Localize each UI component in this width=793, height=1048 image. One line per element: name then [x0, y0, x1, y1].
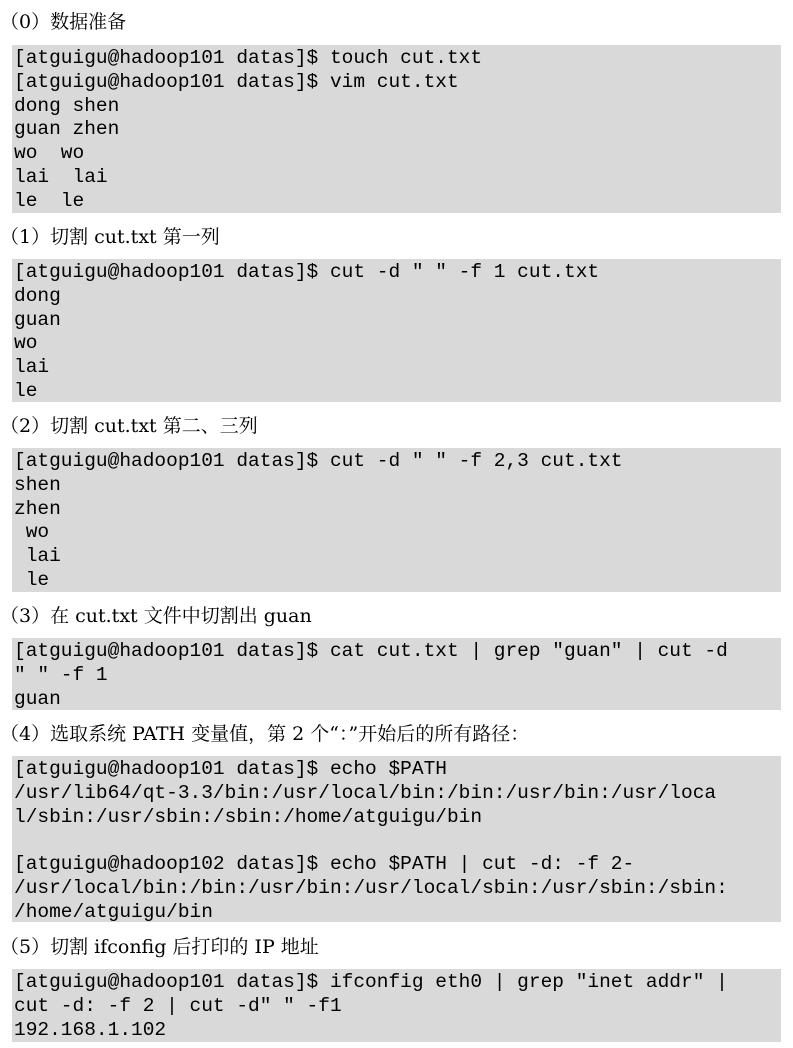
code-line: guan [14, 308, 61, 331]
code-line: " " -f 1 [14, 663, 108, 686]
section-4-code-block [12, 756, 781, 922]
code-line: /usr/local/bin:/bin:/usr/bin:/usr/local/sbin:/usr/sbin:/sbin: [14, 876, 728, 899]
code-line: dong shen [14, 94, 120, 117]
section-1-code-block [12, 259, 781, 402]
code-line: lai lai [14, 165, 108, 188]
code-line: dong [14, 284, 61, 307]
code-line: /usr/lib64/qt-3.3/bin:/usr/local/bin:/bin:/usr/bin:/usr/loca [14, 781, 717, 804]
section-3-heading: （3）在 cut.txt 文件中切割出 guan [0, 605, 312, 627]
section-4-heading: （4）选取系统 PATH 变量值，第 2 个“：”开始后的所有路径： [0, 723, 530, 745]
code-line: lai [14, 545, 61, 568]
code-line: wo wo [14, 142, 85, 165]
code-line: [atguigu@hadoop101 datas]$ touch cut.txt [14, 47, 483, 69]
section-5-code-block [12, 969, 781, 1042]
code-line: guan [14, 687, 61, 710]
code-line: l/sbin:/usr/sbin:/sbin:/home/atguigu/bin [14, 805, 483, 828]
code-line: /home/atguigu/bin [14, 900, 213, 922]
code-line: [atguigu@hadoop101 datas]$ cat cut.txt | grep "guan" | cut -d [14, 640, 728, 662]
section-0-code-block [12, 45, 781, 213]
code-line: [atguigu@hadoop101 datas]$ vim cut.txt [14, 70, 459, 93]
code-line: guan zhen [14, 118, 120, 141]
code-line: [atguigu@hadoop101 datas]$ cut -d " " -f 1 cut.txt [14, 261, 600, 283]
code-line: [atguigu@hadoop101 datas]$ cut -d " " -f 2,3 cut.txt [14, 450, 623, 472]
section-2-code-block [12, 448, 781, 592]
code-line: cut -d: -f 2 | cut -d" " -f1 [14, 994, 342, 1017]
code-line: shen [14, 473, 61, 496]
code-line: [atguigu@hadoop102 datas]$ echo $PATH | cut -d: -f 2- [14, 853, 635, 876]
code-line: le [14, 379, 38, 402]
section-3-code-block [12, 638, 781, 710]
code-line: wo [14, 521, 50, 544]
code-line: [atguigu@hadoop101 datas]$ echo $PATH [14, 758, 447, 780]
code-line: zhen [14, 497, 61, 520]
code-line: le [14, 568, 50, 591]
code-line: [atguigu@hadoop101 datas]$ ifconfig eth0 | grep "inet addr" | [14, 971, 728, 993]
code-line: wo [14, 332, 38, 355]
code-line: le le [14, 189, 85, 212]
section-2-heading: （2）切割 cut.txt 第二、三列 [0, 415, 258, 437]
section-1-heading: （1）切割 cut.txt 第一列 [0, 226, 220, 248]
code-line: lai [14, 356, 50, 379]
code-blank-line [14, 829, 781, 853]
section-5-heading: （5）切割 ifconfig 后打印的 IP 地址 [0, 936, 319, 958]
code-line: 192.168.1.102 [14, 1018, 167, 1041]
section-0-heading: （0）数据准备 [0, 11, 127, 33]
